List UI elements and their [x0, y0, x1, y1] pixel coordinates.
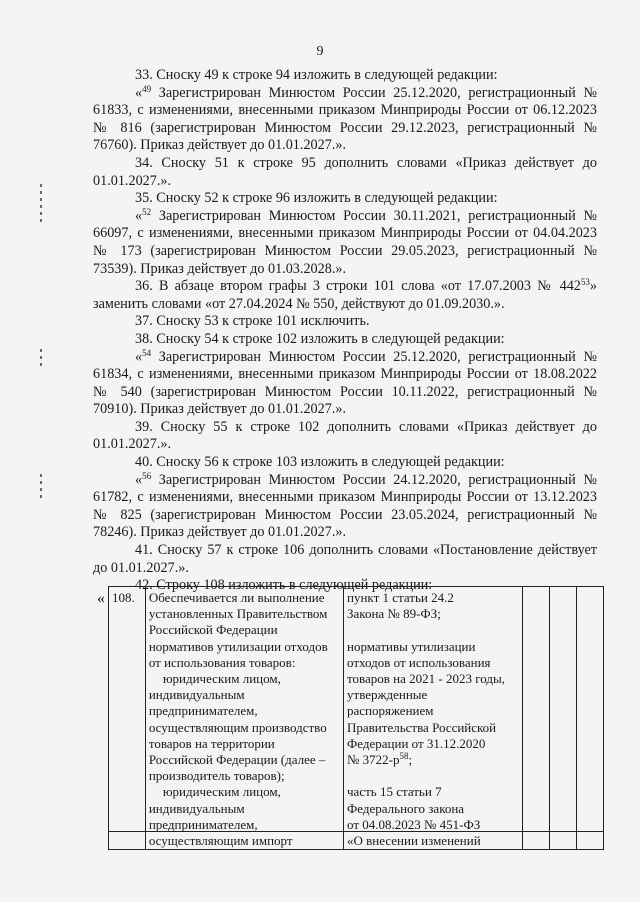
- cell-text: производитель товаров);: [148, 768, 285, 784]
- footnote-marker: 52: [142, 206, 152, 217]
- cell-text-line: [149, 590, 340, 606]
- paragraph-text: 37. Сноску 53 к строке 101 исключить.: [135, 313, 370, 330]
- cell-text-line: [149, 606, 340, 622]
- footnote-56-text: [93, 472, 597, 542]
- cell-text-line: [149, 784, 340, 800]
- cell-text: от 04.08.2023 № 451-ФЗ: [347, 816, 481, 832]
- cell-text-line: [347, 687, 519, 703]
- footnote-marker: 53: [580, 277, 590, 288]
- amendment-37: [93, 313, 597, 331]
- cell-text: распоряжением: [347, 703, 434, 719]
- document-body: [93, 67, 597, 595]
- cell-text-line: [149, 622, 340, 638]
- cell-text-line: [347, 833, 519, 849]
- cell-text: осуществляющим импорт: [148, 833, 293, 849]
- cell-text: предпринимателем,: [148, 816, 258, 832]
- amendment-41: [93, 542, 597, 577]
- paragraph-text: Зарегистрирован Минюстом России 25.12.2020, регистрационный № 61834, с изменениями, внесенными приказом Минприроды России от 18.08.2022 № 540 (зарегистрирован Минюстом России 10.11.2022, регистрационный № 70910). Приказ действует до 01.01.2027.».: [93, 348, 597, 418]
- cell-text-line: [347, 606, 519, 622]
- paragraph-text: 42. Строку 108 изложить в следующей редакции:: [135, 577, 433, 594]
- cell-text: Федерального закона: [347, 800, 465, 816]
- paragraph-text: «: [135, 348, 143, 365]
- cell-text-line: [149, 833, 340, 849]
- punch-mark: [40, 184, 42, 187]
- punch-mark: [40, 219, 42, 222]
- amendment-39: [93, 419, 597, 454]
- cell-text: индивидуальным: [148, 687, 245, 703]
- cell-text-line: [149, 801, 340, 817]
- footnote-54-text: [93, 349, 597, 419]
- cell-text: утвержденные: [347, 687, 428, 703]
- paragraph-text: «: [135, 207, 143, 224]
- row-108-table: [108, 586, 604, 850]
- footnote-marker: 58: [399, 751, 409, 762]
- cell-text-line: [347, 752, 519, 768]
- paragraph-text: 38. Сноску 54 к строке 102 изложить в следующей редакции:: [135, 330, 505, 347]
- cell-text-line: [149, 736, 340, 752]
- paragraph-text: 36. В абзаце втором графы 3 строки 101 слова «от 17.07.2003 № 442: [135, 278, 581, 295]
- cell-text: нормативы утилизации: [347, 638, 476, 654]
- cell-text-line: [347, 639, 519, 655]
- cell-text: Правительства Российской: [347, 719, 497, 735]
- amendment-33: [93, 67, 597, 85]
- cell-spacer: [347, 622, 519, 638]
- cell-text: Российской Федерации: [148, 622, 278, 638]
- cell-spacer: [347, 768, 519, 784]
- left-margin-punch-marks: [36, 180, 48, 222]
- paragraph-text: Зарегистрирован Минюстом России 30.11.2021, регистрационный № 66097, с изменениями, внесенными приказом Минприроды России от 04.04.2023 № 173 (зарегистрирован Минюстом России 29.05.2023, регистрационный № 73539). Приказ действует до 01.03.2028.».: [93, 207, 597, 277]
- answer-na-cell: [576, 587, 603, 850]
- cell-text: предпринимателем,: [148, 703, 258, 719]
- cell-text-line: [347, 671, 519, 687]
- footnote-marker: 54: [142, 347, 152, 358]
- paragraph-text: «: [135, 471, 143, 488]
- cell-text: отходов от использования: [347, 654, 491, 670]
- cell-text: нормативов утилизации отходов: [148, 638, 328, 654]
- left-margin-punch-marks: [36, 345, 48, 366]
- page-number: 9: [316, 44, 324, 59]
- cell-text: юридическим лицом,: [162, 784, 281, 800]
- answer-yes-cell: [522, 587, 549, 850]
- cell-text-line: [149, 703, 340, 719]
- cell-text: ;: [408, 752, 413, 768]
- cell-text: Российской Федерации (далее –: [148, 752, 326, 768]
- punch-mark: [40, 495, 42, 498]
- cell-text-line: [149, 768, 340, 784]
- punch-mark: [40, 474, 42, 477]
- amendment-34: [93, 155, 597, 190]
- paragraph-text: 39. Сноску 55 к строке 102 дополнить словами «Приказ действует до 01.01.2027.».: [93, 418, 597, 453]
- punch-mark: [40, 356, 42, 359]
- amendment-38: [93, 331, 597, 349]
- paragraph-text: 40. Сноску 56 к строке 103 изложить в следующей редакции:: [135, 454, 505, 471]
- paragraph-text: » заменить словами «от 27.04.2024 № 550, действуют до 01.09.2030.».: [93, 278, 597, 312]
- cell-text-line: [347, 801, 519, 817]
- punch-mark: [40, 191, 42, 194]
- footnote-marker: 56: [142, 470, 152, 481]
- punch-mark: [40, 212, 42, 215]
- footnote-52-text: [93, 208, 597, 278]
- paragraph-text: 34. Сноску 51 к строке 95 дополнить словами «Приказ действует до 01.01.2027.».: [93, 154, 597, 189]
- cell-text: установленных Правительством: [148, 606, 328, 622]
- cell-text: Закона № 89-ФЗ;: [347, 606, 441, 622]
- amendment-35: [93, 190, 597, 208]
- cell-text: часть 15 статьи 7: [347, 784, 442, 800]
- cell-text-line: [347, 590, 519, 606]
- punch-mark: [40, 198, 42, 201]
- row-number-cell: 108.: [109, 587, 146, 850]
- cell-text: юридическим лицом,: [162, 671, 281, 687]
- legal-basis-cell: [344, 587, 523, 850]
- cell-text-line: [347, 703, 519, 719]
- cell-text: пункт 1 статьи 24.2: [347, 590, 454, 605]
- amendment-40: [93, 454, 597, 472]
- punch-mark: [40, 481, 42, 484]
- cell-text-line: [149, 687, 340, 703]
- amendment-36: [93, 278, 597, 313]
- cell-text: Федерации от 31.12.2020: [347, 735, 486, 751]
- left-margin-punch-marks: [36, 470, 48, 498]
- cell-text: «О внесении изменений: [347, 833, 481, 849]
- footnote-49-text: [93, 85, 597, 155]
- cell-text: товаров на территории: [148, 735, 275, 751]
- cell-text-line: [149, 655, 340, 671]
- cell-text-line: [149, 752, 340, 768]
- paragraph-text: 33. Сноску 49 к строке 94 изложить в следующей редакции:: [135, 67, 498, 83]
- paragraph-text: «: [135, 84, 143, 101]
- cell-text: от использования товаров:: [148, 654, 296, 670]
- paragraph-text: 41. Сноску 57 к строке 106 дополнить словами «Постановление действует до 01.01.2027.».: [93, 542, 597, 576]
- cell-text-line: [347, 736, 519, 752]
- answer-no-cell: [549, 587, 576, 850]
- paragraph-text: 35. Сноску 52 к строке 96 изложить в следующей редакции:: [135, 190, 498, 207]
- cell-text-line: [347, 720, 519, 736]
- table-bottom-edge: [108, 831, 604, 832]
- paragraph-text: Зарегистрирован Минюстом России 25.12.2020, регистрационный № 61833, с изменениями, внесенными приказом Минприроды России от 06.12.2023 № 816 (зарегистрирован Минюстом России 29.12.2023, регистрационный № 76760). Приказ действует до 01.01.2027.».: [93, 84, 597, 154]
- punch-mark: [40, 363, 42, 366]
- cell-text-line: [149, 671, 340, 687]
- cell-text: товаров на 2021 - 2023 годы,: [347, 671, 505, 686]
- cell-text: Обеспечивается ли выполнение: [148, 590, 325, 605]
- cell-text-line: [347, 655, 519, 671]
- punch-mark: [40, 205, 42, 208]
- table-open-quote: «: [97, 590, 105, 607]
- cell-text-line: [149, 720, 340, 736]
- question-cell: [145, 587, 343, 850]
- cell-text-line: [347, 784, 519, 800]
- paragraph-text: Зарегистрирован Минюстом России 24.12.2020, регистрационный № 61782, с изменениями, внесенными приказом Минприроды России от 13.12.2023 № 825 (зарегистрирован Минюстом России 23.05.2024, регистрационный № 78246). Приказ действует до 01.01.2027.».: [93, 471, 597, 541]
- cell-text: № 3722-р: [347, 752, 400, 768]
- punch-mark: [40, 488, 42, 491]
- punch-mark: [40, 349, 42, 352]
- cell-text: индивидуальным: [148, 800, 245, 816]
- cell-text-line: [149, 639, 340, 655]
- footnote-marker: 49: [142, 83, 152, 94]
- cell-text: осуществляющим производство: [148, 719, 327, 735]
- table-row: [109, 587, 604, 850]
